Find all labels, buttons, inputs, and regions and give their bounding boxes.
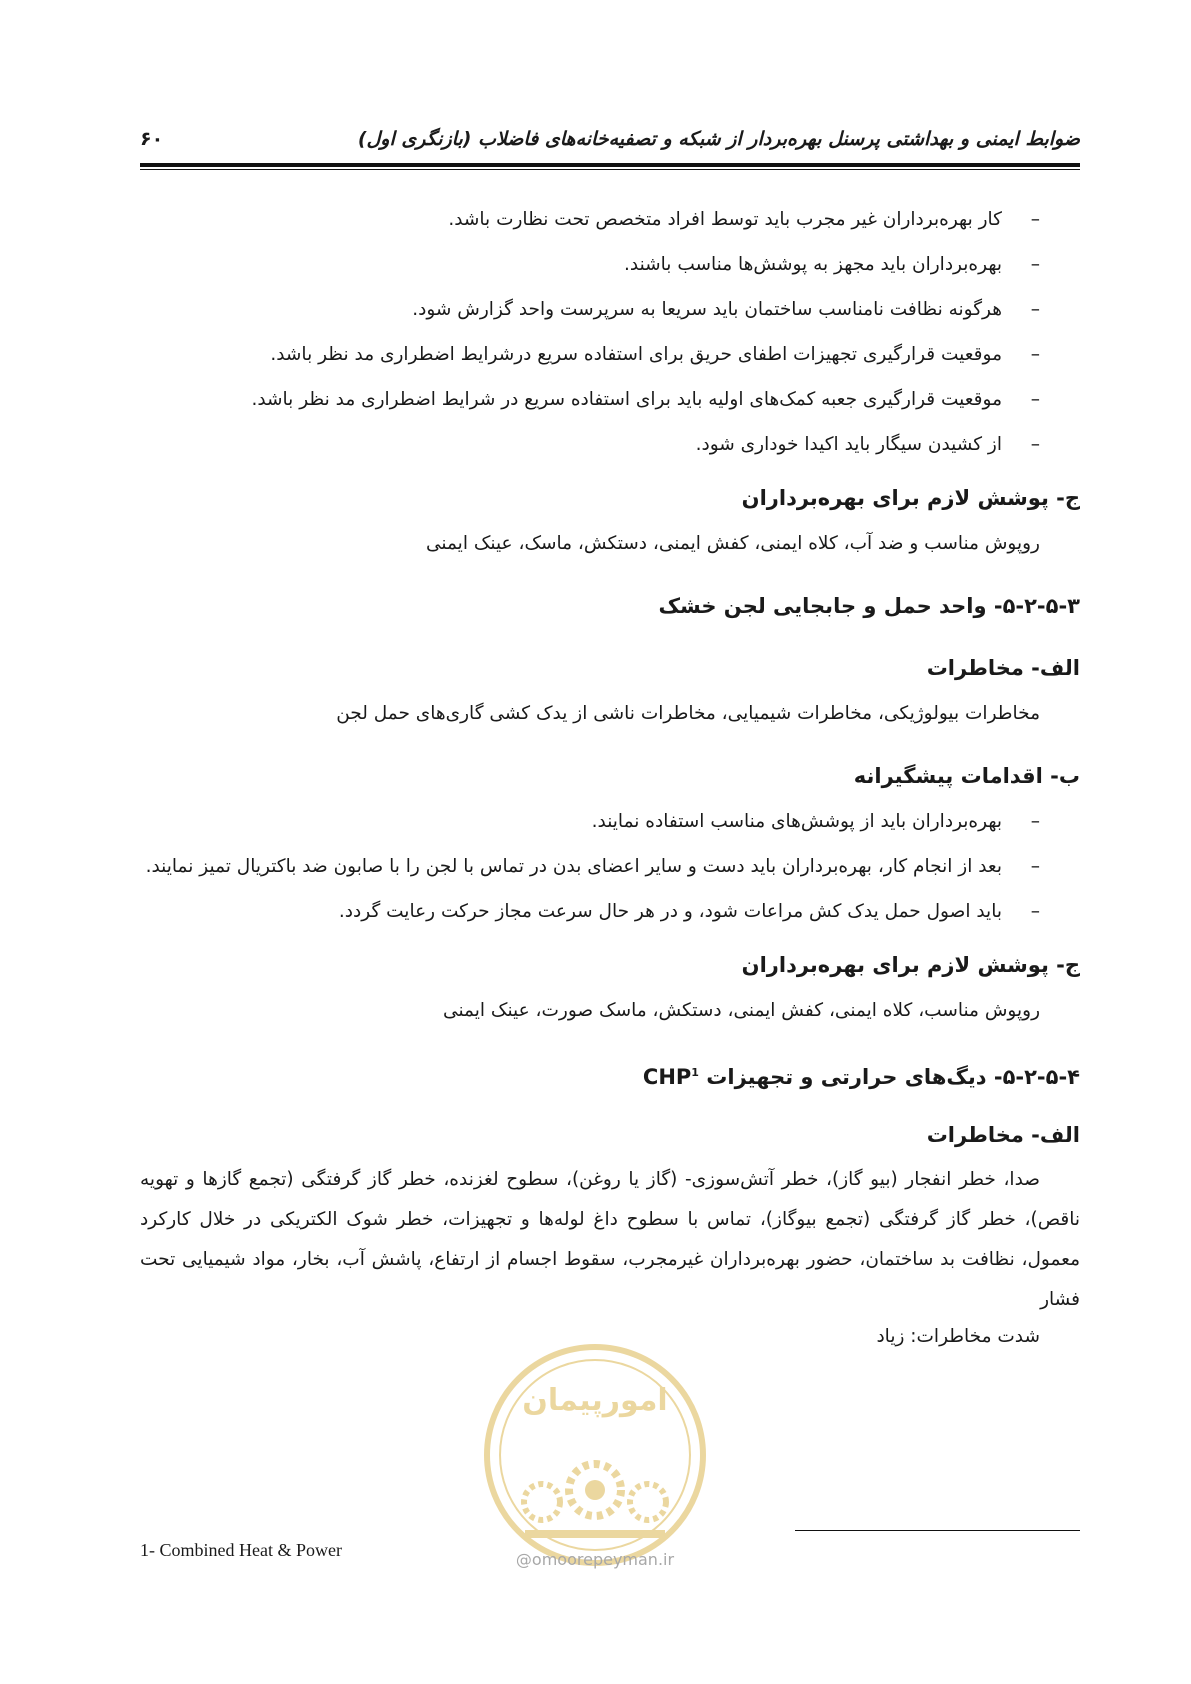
footnote-rule [795, 1530, 1080, 1531]
watermark-logo-text: امورپیمان [522, 1383, 668, 1418]
ppe-heading: ج- پوشش لازم برای بهره‌برداران [741, 953, 1080, 977]
watermark-logo [480, 1340, 710, 1570]
footnote-ref: 1 [691, 1066, 699, 1079]
severity-text: شدت مخاطرات: زیاد [876, 1326, 1040, 1347]
section-heading-sludge: ۵-۲-۵-۳- واحد حمل و جابجایی لجن خشک [658, 594, 1080, 618]
list-item-text: بهره‌برداران باید از پوشش‌های مناسب استفاده نمایند. [591, 811, 1002, 832]
list-item-text: موقعیت قرارگیری تجهیزات اطفای حریق برای استفاده سریع درشرایط اضطراری مد نظر باشد. [270, 344, 1002, 365]
ppe-text: روپوش مناسب و ضد آب، کلاه ایمنی، کفش ایمنی، دستکش، ماسک، عینک ایمنی [425, 533, 1040, 554]
list-item-text: هرگونه نظافت نامناسب ساختمان باید سریعا به سرپرست واحد گزارش شود. [412, 299, 1002, 320]
footnote: 1- Combined Heat & Power [140, 1540, 342, 1560]
header-rule [140, 163, 1080, 170]
hazards-heading: الف- مخاطرات [926, 656, 1080, 680]
hazards-heading: الف- مخاطرات [926, 1123, 1080, 1147]
list-item-text: باید اصول حمل یدک کش مراعات شود، و در هر حال سرعت مجاز حرکت رعایت گردد. [338, 901, 1002, 922]
dash-mark: – [1030, 254, 1040, 275]
section-heading-text: ۵-۲-۵-۴- دیگ‌های حرارتی و تجهیزات CHP [642, 1065, 1080, 1089]
watermark-caption: @omoorepeyman.ir [515, 1550, 675, 1569]
dash-mark: – [1030, 901, 1040, 922]
header-title: ضوابط ایمنی و بهداشتی پرسنل بهره‌بردار از شبکه و تصفیه‌خانه‌های فاضلاب (بازنگری اول) [357, 128, 1080, 150]
dash-mark: – [1030, 299, 1040, 320]
dash-mark: – [1030, 811, 1040, 832]
bullet-list-1 [140, 205, 1080, 475]
ppe-heading: ج- پوشش لازم برای بهره‌برداران [741, 486, 1080, 510]
prevention-heading: ب- اقدامات پیشگیرانه [853, 764, 1080, 788]
hazards-paragraph: صدا، خطر انفجار (بیو گاز)، خطر آتش‌سوزی- (گاز یا روغن)، سطوح لغزنده، خطر گاز گرفتگی (تجمع گازها و تهویه ناقص)، خطر گاز گرفتگی (تجمع بیوگاز)، تماس با سطوح داغ لوله‌ها و تجهیزات، خطر شوک الکتریکی در خلال کارکرد معمول، نظافت بد ساختمان، حضور بهره‌برداران غیرمجرب، سقوط اجسام از ارتفاع، پاشش آب، بخار، مواد شیمیایی تحت فشار [140, 1169, 1080, 1310]
ppe-text: روپوش مناسب، کلاه ایمنی، کفش ایمنی، دستکش، ماسک صورت، عینک ایمنی [443, 1000, 1040, 1021]
list-item [140, 295, 1040, 340]
page-number: ۶۰ [140, 128, 164, 150]
section-heading-chp [140, 1058, 1080, 1088]
dash-mark: – [1030, 209, 1040, 230]
list-item-text: بهره‌برداران باید مجهز به پوشش‌ها مناسب باشند. [624, 254, 1002, 275]
list-item [140, 250, 1040, 295]
list-item [140, 385, 1040, 430]
running-header [140, 128, 1080, 160]
list-item [140, 807, 1040, 852]
list-item [140, 852, 1040, 897]
dash-mark: – [1030, 434, 1040, 455]
list-item-text: موقعیت قرارگیری جعبه کمک‌های اولیه باید برای استفاده سریع در شرایط اضطراری مد نظر باشد. [251, 389, 1002, 410]
list-item [140, 430, 1040, 475]
bullet-list-2 [140, 807, 1080, 942]
dash-mark: – [1030, 856, 1040, 877]
page-body [140, 205, 1080, 1354]
dash-mark: – [1030, 389, 1040, 410]
list-item [140, 340, 1040, 385]
list-item-text: از کشیدن سیگار باید اکیدا خوداری شود. [695, 434, 1002, 455]
dash-mark: – [1030, 344, 1040, 365]
list-item-text: بعد از انجام کار، بهره‌برداران باید دست و سایر اعضای بدن در تماس با لجن را با صابون ضد باکتریال تمیز نمایند. [145, 856, 1002, 877]
list-item [140, 205, 1040, 250]
list-item-text: کار بهره‌برداران غیر مجرب باید توسط افراد متخصص تحت نظارت باشد. [448, 209, 1002, 230]
list-item [140, 897, 1040, 942]
hazards-text: مخاطرات بیولوژیکی، مخاطرات شیمیایی، مخاطرات ناشی از یدک کشی گاری‌های حمل لجن [336, 703, 1040, 724]
